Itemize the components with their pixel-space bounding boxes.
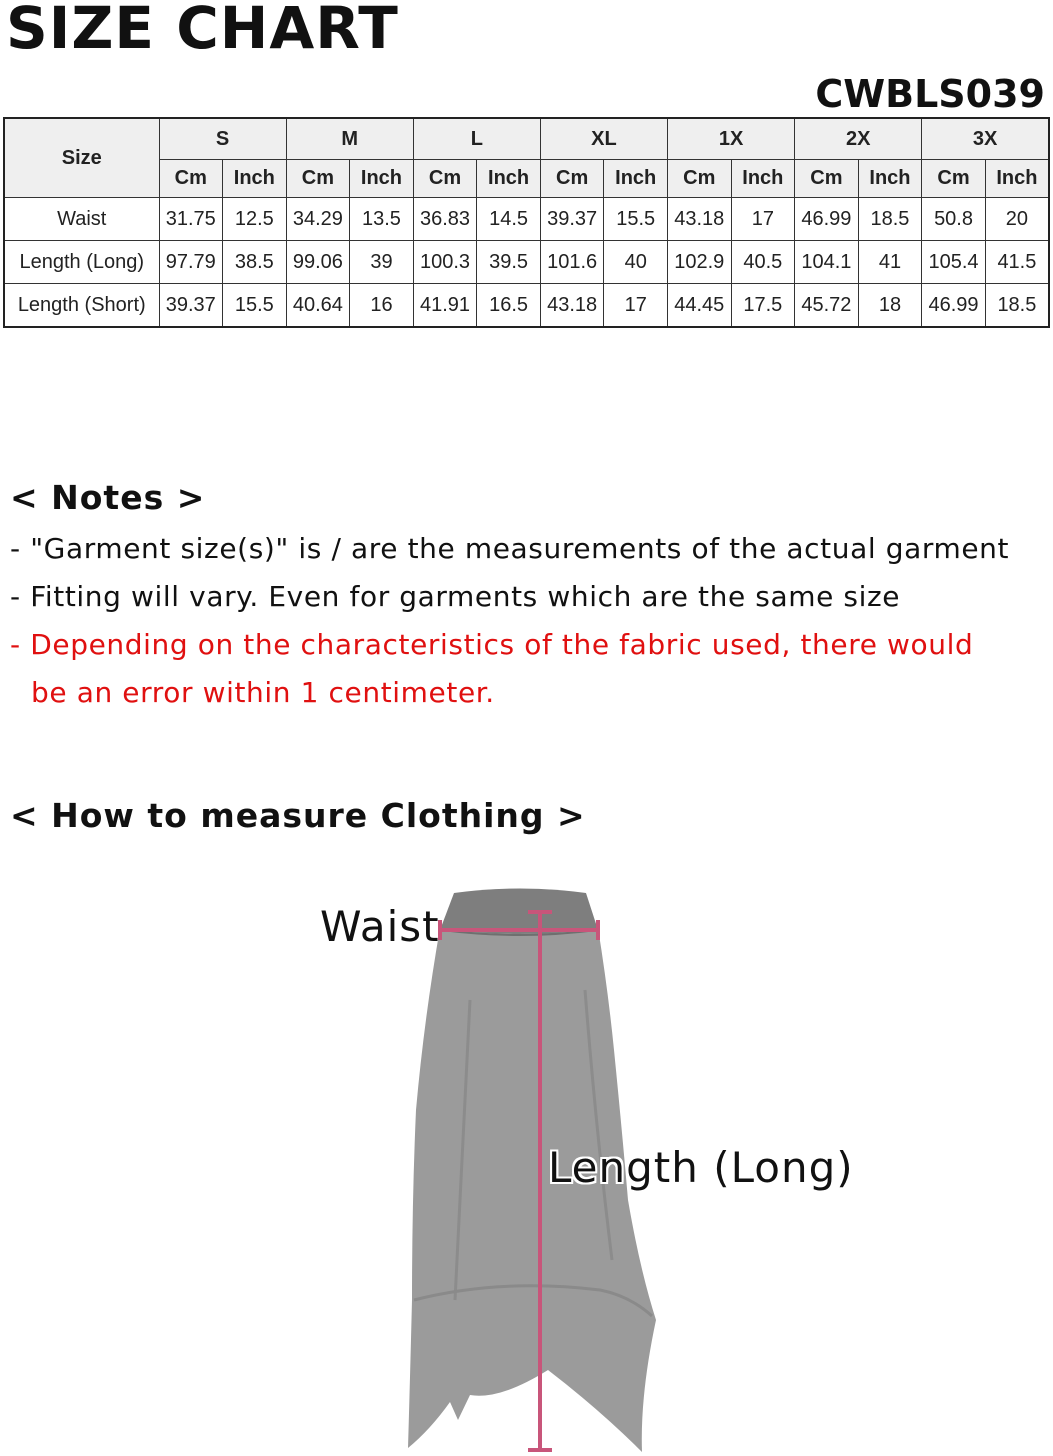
unit-header: Inch — [223, 160, 287, 198]
table-cell: 17.5 — [731, 284, 795, 328]
table-cell: 40.5 — [731, 241, 795, 284]
table-cell: 17 — [731, 198, 795, 241]
note-line: - Fitting will vary. Even for garments which are the same size — [10, 580, 901, 613]
unit-header: Cm — [540, 160, 604, 198]
table-row — [4, 198, 1049, 241]
size-header: 1X — [668, 118, 795, 160]
table-cell: 105.4 — [922, 241, 986, 284]
table-cell: 43.18 — [540, 284, 604, 328]
unit-header: Inch — [858, 160, 922, 198]
size-header: L — [413, 118, 540, 160]
unit-header: Inch — [477, 160, 541, 198]
table-cell: 14.5 — [477, 198, 541, 241]
unit-header: Cm — [795, 160, 859, 198]
notes-heading: < Notes > — [10, 478, 206, 517]
table-row — [4, 241, 1049, 284]
table-cell: 12.5 — [223, 198, 287, 241]
size-header: M — [286, 118, 413, 160]
table-cell: 18 — [858, 284, 922, 328]
length-label: Length (Long) — [548, 1143, 854, 1192]
measure-heading: < How to measure Clothing > — [10, 796, 586, 835]
note-warning-line: - Depending on the characteristics of the fabric used, there would — [10, 628, 974, 661]
table-cell: 20 — [985, 198, 1049, 241]
unit-header: Cm — [922, 160, 986, 198]
table-cell: 46.99 — [795, 198, 859, 241]
unit-header: Cm — [668, 160, 732, 198]
table-cell: 15.5 — [223, 284, 287, 328]
size-chart-table — [3, 117, 1050, 328]
unit-header: Cm — [286, 160, 350, 198]
table-cell: 41 — [858, 241, 922, 284]
table-cell: 102.9 — [668, 241, 732, 284]
table-cell: 17 — [604, 284, 668, 328]
size-header: 2X — [795, 118, 922, 160]
note-warning-line: be an error within 1 centimeter. — [31, 676, 495, 709]
table-cell: 36.83 — [413, 198, 477, 241]
note-line: - "Garment size(s)" is / are the measurements of the actual garment — [10, 532, 1010, 565]
table-row — [4, 284, 1049, 328]
table-cell: 34.29 — [286, 198, 350, 241]
table-cell: 18.5 — [985, 284, 1049, 328]
size-header: 3X — [922, 118, 1049, 160]
row-label: Waist — [4, 198, 159, 241]
table-cell: 16.5 — [477, 284, 541, 328]
waist-label: Waist — [320, 902, 440, 951]
unit-header: Inch — [350, 160, 414, 198]
table-cell: 41.5 — [985, 241, 1049, 284]
size-header: XL — [540, 118, 667, 160]
table-cell: 50.8 — [922, 198, 986, 241]
skirt-waistband — [440, 889, 598, 935]
page-title: SIZE CHART — [6, 0, 399, 62]
unit-header: Inch — [731, 160, 795, 198]
table-cell: 44.45 — [668, 284, 732, 328]
table-cell: 43.18 — [668, 198, 732, 241]
product-code: CWBLS039 — [815, 72, 1045, 116]
table-cell: 97.79 — [159, 241, 223, 284]
table-cell: 39.37 — [540, 198, 604, 241]
table-cell: 39.5 — [477, 241, 541, 284]
table-cell: 31.75 — [159, 198, 223, 241]
table-cell: 15.5 — [604, 198, 668, 241]
unit-header-row — [4, 160, 1049, 198]
unit-header: Cm — [413, 160, 477, 198]
size-header-row — [4, 118, 1049, 160]
table-cell: 46.99 — [922, 284, 986, 328]
table-cell: 40.64 — [286, 284, 350, 328]
table-cell: 101.6 — [540, 241, 604, 284]
row-label: Length (Long) — [4, 241, 159, 284]
size-header: S — [159, 118, 286, 160]
size-corner-label: Size — [4, 118, 159, 198]
table-cell: 100.3 — [413, 241, 477, 284]
table-cell: 18.5 — [858, 198, 922, 241]
row-label: Length (Short) — [4, 284, 159, 328]
unit-header: Inch — [985, 160, 1049, 198]
table-cell: 13.5 — [350, 198, 414, 241]
table-cell: 41.91 — [413, 284, 477, 328]
table-cell: 40 — [604, 241, 668, 284]
table-cell: 38.5 — [223, 241, 287, 284]
table-cell: 45.72 — [795, 284, 859, 328]
table-cell: 39.37 — [159, 284, 223, 328]
table-cell: 104.1 — [795, 241, 859, 284]
table-cell: 39 — [350, 241, 414, 284]
unit-header: Cm — [159, 160, 223, 198]
table-cell: 16 — [350, 284, 414, 328]
table-cell: 99.06 — [286, 241, 350, 284]
unit-header: Inch — [604, 160, 668, 198]
